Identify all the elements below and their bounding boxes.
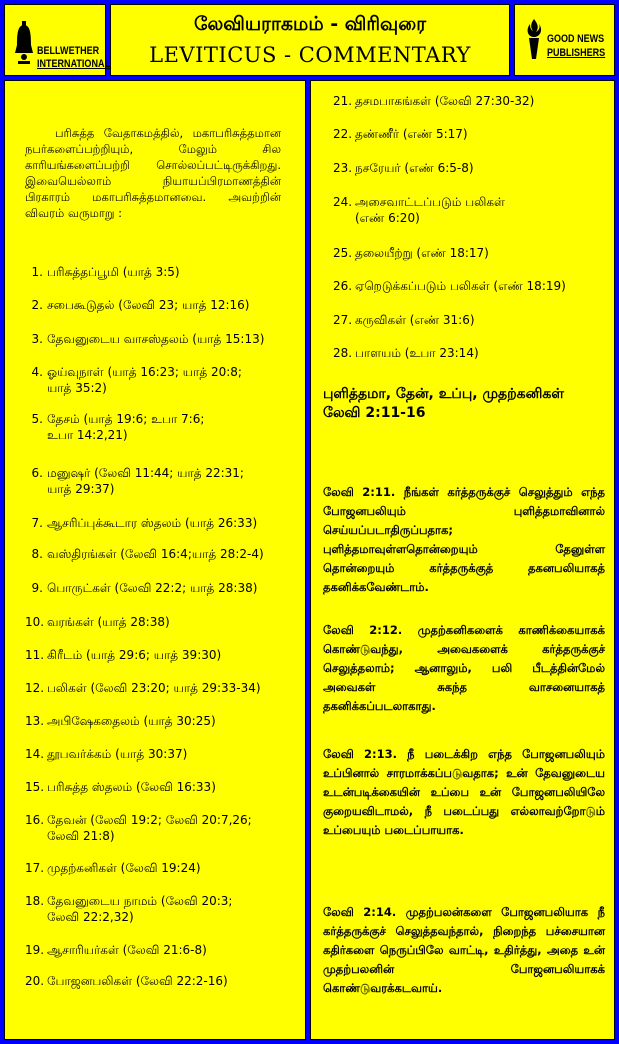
list-item-text-continued: லேவி 22:2,32) xyxy=(47,910,134,924)
list-item-number: 20. xyxy=(25,974,45,988)
list-item xyxy=(333,126,609,142)
list-item xyxy=(25,465,295,497)
left-column xyxy=(4,80,306,1040)
tamil-title: லேவியராகமம் - விரிவுரை xyxy=(193,13,427,35)
list-item xyxy=(25,580,295,596)
list-item-number: 25. xyxy=(333,246,353,260)
list-item-number: 19. xyxy=(25,943,45,957)
right-column xyxy=(310,80,615,1040)
verse-paragraph: லேவி 2:13. நீ படைக்கிற எந்த போஜனபலியும் உப்பினால் சாரமாக்கப்படுவதாக; உன் தேவனுடைய உடன்படிக்கையின் உப்பை உன் போஜனபலியிலே குறையவிடாமல், நீ படைப்பது எல்லாவற்றோடும் உப்பையும் படைப்பாயாக. xyxy=(323,747,605,837)
list-item-text: பரிசுத்தப்பூமி (யாத் 3:5) xyxy=(47,265,180,279)
list-item xyxy=(25,942,295,958)
list-item-number: 4. xyxy=(31,365,43,379)
list-item xyxy=(25,973,295,989)
list-item-text: தேவன் (லேவி 19:2; லேவி 20:7,26; xyxy=(47,813,252,827)
list-item xyxy=(25,713,295,729)
section-heading-title: புளித்தமா, தேன், உப்பு, முதற்கனிகள் xyxy=(323,386,564,402)
list-item-text: தூபவர்க்கம் (யாத் 30:37) xyxy=(47,747,188,761)
logo-left-line2: INTERNATIONAL xyxy=(37,58,110,70)
list-item-text: சபைகூடுதல் (லேவி 23; யாத் 12:16) xyxy=(47,298,250,312)
list-item xyxy=(25,546,295,562)
list-item-number: 26. xyxy=(333,279,353,293)
list-item-number: 23. xyxy=(333,161,353,175)
list-item-text: வஸ்திரங்கள் (லேவி 16:4;யாத் 28:2-4) xyxy=(47,547,264,561)
list-item-number: 21. xyxy=(333,94,353,108)
list-item xyxy=(25,297,295,313)
list-item xyxy=(333,345,609,361)
list-item-text-continued: உபா 14:2,21) xyxy=(47,428,128,442)
list-item-number: 28. xyxy=(333,346,353,360)
list-item xyxy=(25,680,295,696)
list-item-text: அசைவாட்டப்படும் பலிகள் xyxy=(355,195,505,209)
list-item-number: 15. xyxy=(25,780,45,794)
list-item-number: 16. xyxy=(25,813,45,827)
list-item xyxy=(25,893,295,925)
list-item-number: 7. xyxy=(31,516,43,530)
logo-right-line2: PUBLISHERS xyxy=(547,47,606,59)
list-item-number: 12. xyxy=(25,681,45,695)
section-heading-reference: லேவி 2:11-16 xyxy=(323,405,426,421)
list-item-number: 10. xyxy=(25,615,45,629)
list-item xyxy=(25,364,295,396)
list-item-number: 27. xyxy=(333,313,353,327)
list-item xyxy=(333,278,609,294)
list-item xyxy=(25,331,295,347)
list-item-number: 13. xyxy=(25,714,45,728)
list-item-number: 1. xyxy=(31,265,43,279)
list-item-number: 22. xyxy=(333,127,353,141)
list-item-text: வரங்கள் (யாத் 28:38) xyxy=(47,615,170,629)
good-news-logo xyxy=(514,4,615,76)
list-item-number: 5. xyxy=(31,412,43,426)
list-item-number: 3. xyxy=(31,332,43,346)
list-item-number: 2. xyxy=(31,298,43,312)
list-item-text: முதற்கனிகள் (லேவி 19:24) xyxy=(47,861,201,875)
list-item xyxy=(333,93,609,109)
list-item-text: பொருட்கள் (லேவி 22:2; யாத் 28:38) xyxy=(47,581,258,595)
section-heading xyxy=(323,385,605,423)
bell-icon xyxy=(14,21,34,65)
logo-left-line1: BELLWETHER xyxy=(37,45,100,57)
list-item-text-continued: லேவி 21:8) xyxy=(47,829,115,843)
list-item-number: 17. xyxy=(25,861,45,875)
list-item-text: தசமபாகங்கள் (லேவி 27:30-32) xyxy=(355,94,535,108)
list-item xyxy=(333,245,609,261)
list-item xyxy=(333,194,609,226)
list-item-number: 9. xyxy=(31,581,43,595)
list-item xyxy=(25,779,295,795)
list-item-number: 6. xyxy=(31,466,43,480)
page-header xyxy=(110,4,510,76)
list-item xyxy=(25,264,295,280)
list-item-number: 18. xyxy=(25,894,45,908)
list-item-text: பாளயம் (உபா 23:14) xyxy=(355,346,479,360)
list-item-text: ஓய்வுநாள் (யாத் 16:23; யாத் 20:8; xyxy=(47,365,242,379)
list-item-text: ஆசாரியர்கள் (லேவி 21:6-8) xyxy=(47,943,207,957)
list-item-text: பலிகள் (லேவி 23:20; யாத் 29:33-34) xyxy=(47,681,261,695)
list-item-text-continued: யாத் 35:2) xyxy=(47,381,107,395)
list-item xyxy=(25,411,295,443)
list-item-text: கிரீடம் (யாத் 29:6; யாத் 39:30) xyxy=(47,648,222,662)
list-item xyxy=(25,812,295,844)
list-item-text: ஆசரிப்புக்கூடார ஸ்தலம் (யாத் 26:33) xyxy=(47,516,258,530)
list-item-text-continued: (எண் 6:20) xyxy=(355,211,420,225)
verse-paragraph: லேவி 2:14. முதற்பலன்களை போஜனபலியாக நீ கர்த்தருக்குச் செலுத்தவந்தால், நிறைந்த பச்சையான கதிர்களை நெருப்பிலே வாட்டி, உதிர்த்து, அதை உன் முதற்பலனின் போஜனபலியாகக் கொண்டுவரக்கடவாய். xyxy=(323,905,605,995)
verse-paragraph: லேவி 2:11. நீங்கள் கர்த்தருக்குச் செலுத்தும் எந்த போஜனபலியும் புளித்தமாவினால் செய்யப்படாதிருப்பதாக; புளித்தமாவுள்ளதொன்றையும் தேனுள்ள தொன்றையும் கர்த்தருக்குத் தகனபலியாகத் தகனிக்கவேண்டாம். xyxy=(323,485,605,594)
list-item-text: போஜனபலிகள் (லேவி 22:2-16) xyxy=(47,974,228,988)
list-item xyxy=(333,312,609,328)
list-item xyxy=(25,515,295,531)
torch-icon xyxy=(524,19,544,61)
list-item xyxy=(25,860,295,876)
bellwether-logo xyxy=(4,4,110,76)
list-item-text: கருவிகள் (எண் 31:6) xyxy=(355,313,475,327)
list-item-text: தேவனுடைய நாமம் (லேவி 20:3; xyxy=(47,894,233,908)
verse-paragraph: லேவி 2:12. முதற்கனிகளைக் காணிக்கையாகக் கொண்டுவந்து, அவைகளைக் கர்த்தருக்குச் செலுத்தலாம்; ஆனாலும், பலி பீடத்தின்மேல் அவைகள் சுகந்த வாசனையாகத் தகனிக்கப்படலாகாது. xyxy=(323,623,605,713)
list-item-text: தண்ணீர் (எண் 5:17) xyxy=(355,127,468,141)
list-item-number: 24. xyxy=(333,195,353,209)
list-item-number: 8. xyxy=(31,547,43,561)
logo-right-line1: GOOD NEWS xyxy=(547,33,605,45)
list-item xyxy=(333,160,609,176)
list-item-text: தலையீற்று (எண் 18:17) xyxy=(355,246,489,260)
list-item-text: மனுஷர் (லேவி 11:44; யாத் 22:31; xyxy=(47,466,244,480)
intro-paragraph: பரிசுத்த வேதாகமத்தில், மகாபரிசுத்தமான நபர்களைப்பற்றியும், மேலும் சில காரியங்களைப்பற்றி சொல்லப்பட்டிருக்கிறது. இவையெல்லாம் நியாயப்பிரமாணத்தின் பிரகாரம் மகாபரிசுத்தமானவை. அவற்றின் விவரம் வருமாறு : xyxy=(25,126,281,220)
list-item xyxy=(25,614,295,630)
list-item-text: தேவனுடைய வாசஸ்தலம் (யாத் 15:13) xyxy=(47,332,265,346)
english-title: LEVITICUS - COMMENTARY xyxy=(149,43,471,67)
list-item-text: நசரேயர் (எண் 6:5-8) xyxy=(355,161,474,175)
list-item-text: அபிஷேகதைலம் (யாத் 30:25) xyxy=(47,714,216,728)
list-item-text: ஏறெடுக்கப்படும் பலிகள் (எண் 18:19) xyxy=(355,279,566,293)
list-item-text-continued: யாத் 29:37) xyxy=(47,482,115,496)
list-item-text: தேசம் (யாத் 19:6; உபா 7:6; xyxy=(47,412,205,426)
list-item-number: 14. xyxy=(25,747,45,761)
list-item xyxy=(25,647,295,663)
list-item xyxy=(25,746,295,762)
list-item-number: 11. xyxy=(25,648,45,662)
list-item-text: பரிசுத்த ஸ்தலம் (லேவி 16:33) xyxy=(47,780,216,794)
